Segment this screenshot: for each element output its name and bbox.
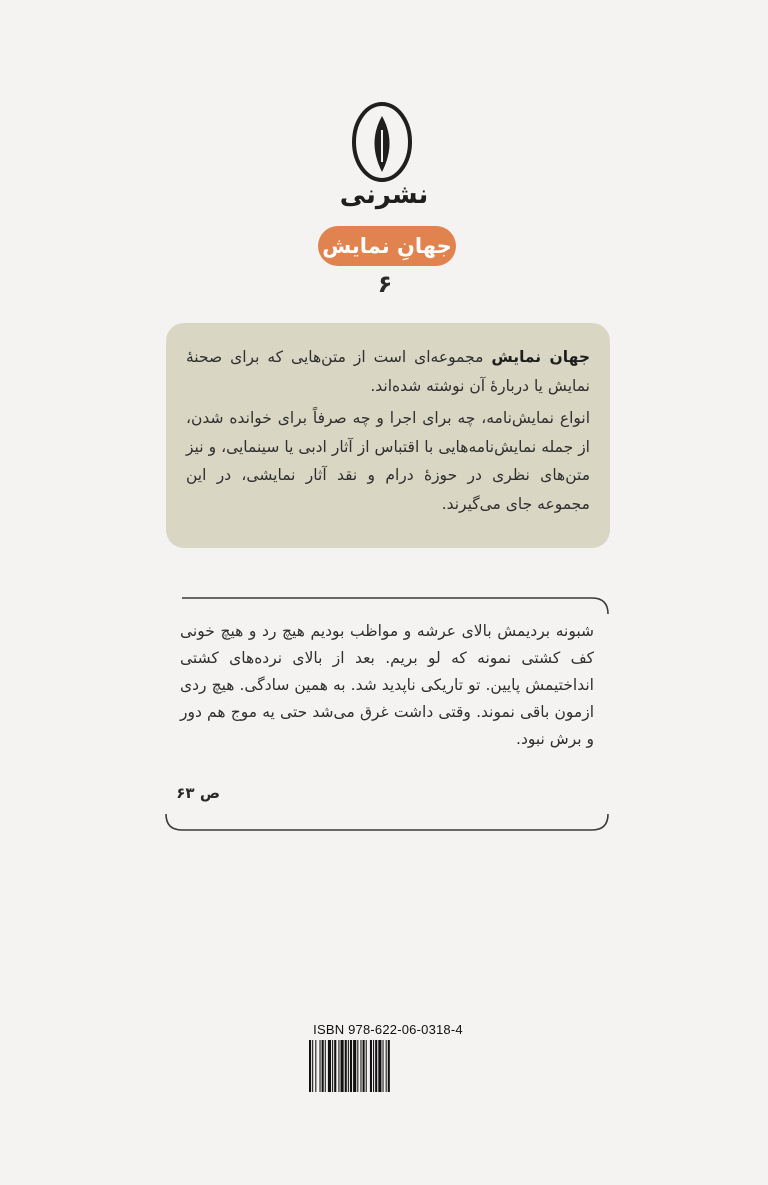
barcode-bar — [363, 1040, 365, 1092]
series-description-box — [166, 323, 610, 548]
series-number: ۶ — [377, 270, 393, 298]
barcode-bar — [309, 1040, 311, 1092]
description-paragraph-2: انواع نمایش‌نامه، چه برای اجرا و چه صرفاً برای خوانده شدن، از جمله نمایش‌نامه‌هایی با اقتباس از آثار ادبی یا سینمایی، و نیز متن‌های نظری در حوزهٔ درام و نقد آثار نمایشی، در این مجموعه جای می‌گیرند. — [186, 409, 590, 513]
barcode-bar — [370, 1040, 372, 1092]
publisher-name: نشرنی — [339, 180, 429, 210]
barcode-bar — [345, 1040, 347, 1092]
barcode-bar — [338, 1040, 339, 1092]
barcode-bar — [334, 1040, 336, 1092]
barcode-bar — [388, 1040, 390, 1092]
barcode-bar — [375, 1040, 377, 1092]
excerpt-page-reference: ص ۶۳ — [176, 784, 220, 802]
barcode-bar — [325, 1040, 326, 1092]
barcode-bar — [366, 1040, 367, 1092]
series-title: جهانِ نمایش — [322, 234, 452, 258]
barcode-bar — [360, 1040, 361, 1092]
barcode-bar — [357, 1040, 358, 1092]
barcode-bar — [341, 1040, 344, 1092]
isbn-label: ISBN 978-622-06-0318-4 — [313, 1022, 463, 1037]
barcode-bar — [350, 1040, 352, 1092]
barcode-bar — [320, 1040, 321, 1092]
description-paragraph-1 — [186, 343, 590, 400]
series-title-badge — [318, 226, 456, 266]
barcode-bar — [378, 1040, 381, 1092]
description-bold-lead: جهان نمایش — [491, 348, 590, 366]
barcode-bar — [312, 1040, 313, 1092]
barcode-bar — [348, 1040, 349, 1092]
excerpt-quote — [180, 618, 594, 753]
description-first-sentence: مجموعه‌ای است از متن‌هایی که برای صحنهٔ نمایش یا دربارهٔ آن نوشته شده‌اند. — [186, 348, 590, 395]
barcode-bar — [383, 1040, 384, 1092]
barcode-icon — [309, 1040, 459, 1092]
leaf-drop-emblem-icon — [350, 100, 414, 186]
barcode-bar — [315, 1040, 316, 1092]
barcode-bar — [332, 1040, 333, 1092]
barcode-bar — [386, 1040, 387, 1092]
barcode-bar — [322, 1040, 324, 1092]
barcode-bar — [353, 1040, 356, 1092]
excerpt-text: شبونه بردیمش بالای عرشه و مواظب بودیم هیچ رد و هیچ خونی کف کشتی نمونه که لو بریم. بعد از بالای نرده‌های کشتی انداختیمش پایین. تو تاریکی ناپدید شد. به همین سادگی. هیچ ردی ازمون باقی نموند. وقتی داشت غرق می‌شد حتی یه موج هم دور و برش نبود. — [180, 622, 594, 748]
barcode-bar — [328, 1040, 331, 1092]
barcode-bar — [373, 1040, 374, 1092]
